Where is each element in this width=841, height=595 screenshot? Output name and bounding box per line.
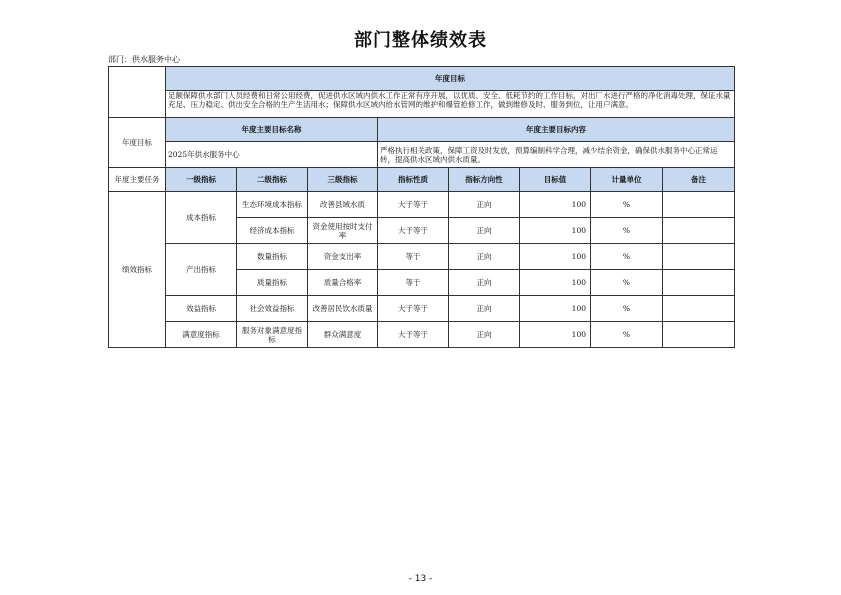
target-cell: 100: [520, 192, 591, 218]
nature-cell: 大于等于: [378, 322, 449, 348]
table-row: [109, 192, 735, 218]
header-target: 目标值: [520, 168, 591, 192]
table-row: [109, 296, 735, 322]
level3-cell: 资金支出率: [308, 244, 378, 270]
direction-cell: 正向: [449, 192, 520, 218]
target-cell: 100: [520, 296, 591, 322]
page-title: 部门整体绩效表: [354, 30, 487, 51]
level3-cell: 改善县域水质: [308, 192, 378, 218]
unit-cell: %: [591, 322, 663, 348]
header-note: 备注: [663, 168, 735, 192]
direction-cell: 正向: [449, 244, 520, 270]
level2-cell: 生态环境成本指标: [237, 192, 308, 218]
annual-goal-header: 年度目标: [166, 67, 735, 91]
unit-cell: %: [591, 192, 663, 218]
tasks-label: 年度主要任务: [109, 168, 166, 192]
nature-cell: 等于: [378, 244, 449, 270]
header-level1: 一级指标: [166, 168, 237, 192]
level2-cell: 数量指标: [237, 244, 308, 270]
annual-goal-label: 年度目标: [109, 118, 166, 168]
nature-cell: 大于等于: [378, 296, 449, 322]
target-cell: 100: [520, 244, 591, 270]
level2-cell: 质量指标: [237, 270, 308, 296]
department-line: 部门：供水服务中心: [108, 55, 180, 64]
task-name: 2025年供水服务中心: [166, 142, 378, 168]
level2-cell: 经济成本指标: [237, 218, 308, 244]
performance-label: 绩效指标: [109, 192, 166, 348]
level3-cell: 质量合格率: [308, 270, 378, 296]
level1-cell: 产出指标: [166, 244, 237, 296]
direction-cell: 正向: [449, 270, 520, 296]
table-row: [109, 244, 735, 270]
task-name-header: 年度主要目标名称: [166, 118, 378, 142]
nature-cell: 大于等于: [378, 218, 449, 244]
task-content: 严格执行相关政策，保障工资及时发放，预算编制科学合理，减少结余资金，确保供水服务中心正常运转，提高供水区域内供水质量。: [378, 142, 735, 168]
note-cell: [663, 244, 735, 270]
page-number: - 13 -: [408, 574, 433, 584]
note-cell: [663, 322, 735, 348]
note-cell: [663, 218, 735, 244]
note-cell: [663, 192, 735, 218]
target-cell: 100: [520, 218, 591, 244]
annual-goal-text: 足额保障供水部门人员经费和日常公用经费，促进供水区域内供水工作正常有序开展，以优质、安全、低耗节约的工作目标，对出厂水进行严格的净化消毒处理，保证水量充足、压力稳定、供出安全合格的生产生活用水；保障供水区域内给水管网的维护和爆管抢修工作，做到维修及时、服务到位，让用户满意。: [168, 91, 731, 109]
target-cell: 100: [520, 270, 591, 296]
empty-corner-cell: [109, 67, 166, 118]
nature-cell: 大于等于: [378, 192, 449, 218]
table-row: [109, 322, 735, 348]
header-nature: 指标性质: [378, 168, 449, 192]
header-direction: 指标方向性: [449, 168, 520, 192]
note-cell: [663, 296, 735, 322]
performance-table: [108, 66, 735, 348]
unit-cell: %: [591, 296, 663, 322]
header-level2: 二级指标: [237, 168, 308, 192]
header-unit: 计量单位: [591, 168, 663, 192]
level1-cell: 成本指标: [166, 192, 237, 244]
unit-cell: %: [591, 270, 663, 296]
direction-cell: 正向: [449, 218, 520, 244]
level3-cell: 资金使用按时支付率: [308, 218, 378, 244]
direction-cell: 正向: [449, 322, 520, 348]
direction-cell: 正向: [449, 296, 520, 322]
target-cell: 100: [520, 322, 591, 348]
unit-cell: %: [591, 218, 663, 244]
level2-cell: 社会效益指标: [237, 296, 308, 322]
level2-cell: 服务对象满意度指标: [237, 322, 308, 348]
header-level3: 三级指标: [308, 168, 378, 192]
note-cell: [663, 270, 735, 296]
level3-cell: 改善居民饮水质量: [308, 296, 378, 322]
nature-cell: 等于: [378, 270, 449, 296]
unit-cell: %: [591, 244, 663, 270]
level1-cell: 效益指标: [166, 296, 237, 322]
task-content-header: 年度主要目标内容: [378, 118, 735, 142]
level3-cell: 群众满意度: [308, 322, 378, 348]
annual-goal-cell: [166, 91, 735, 118]
level1-cell: 满意度指标: [166, 322, 237, 348]
